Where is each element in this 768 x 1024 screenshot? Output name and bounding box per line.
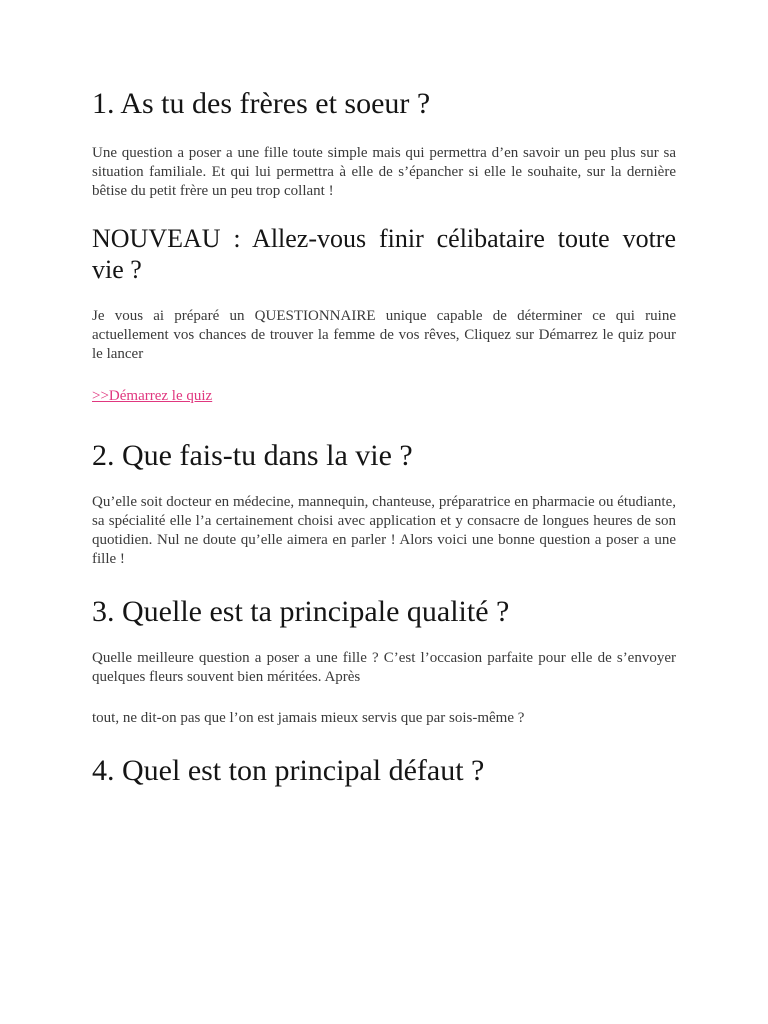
heading-quality: 3. Quelle est ta principale qualité ? [92, 595, 510, 628]
paragraph-quality-continued: tout, ne dit-on pas que l’on est jamais mieux servis que par sois-même ? [92, 710, 525, 726]
heading-flaw: 4. Quel est ton principal défaut ? [92, 754, 485, 787]
start-quiz-link[interactable]: >>Démarrez le quiz [92, 388, 213, 404]
paragraph-job: Qu’elle soit docteur en médecine, mannequin, chanteuse, préparatrice en pharmacie ou étudiante, sa spécialité elle l’a certainement choisi avec application et y consacre de longues heures de son quotidien. Nul ne doute qu’elle aimera en parler ! Alors voici une bonne question a poser a une fille ! [92, 494, 676, 567]
paragraph-siblings: Une question a poser a une fille toute simple mais qui permettra d’en savoir un peu plus sur sa situation familiale. Et qui lui permettra à elle de s’épancher si elle le souhaite, sur la dernière bêtise du petit frère un peu trop collant ! [92, 145, 676, 199]
heading-job: 2. Que fais-tu dans la vie ? [92, 439, 413, 472]
paragraph-quality: Quelle meilleure question a poser a une fille ? C’est l’occasion parfaite pour elle de s’envoyer quelques fleurs souvent bien méritées. Après [92, 650, 676, 685]
heading-promo: NOUVEAU : Allez-vous finir célibataire toute votre vie ? [92, 224, 676, 284]
heading-siblings: 1. As tu des frères et soeur ? [92, 87, 431, 120]
paragraph-promo: Je vous ai préparé un QUESTIONNAIRE unique capable de déterminer ce qui ruine actuellement vos chances de trouver la femme de vos rêves, Cliquez sur Démarrez le quiz pour le lancer [92, 308, 676, 362]
